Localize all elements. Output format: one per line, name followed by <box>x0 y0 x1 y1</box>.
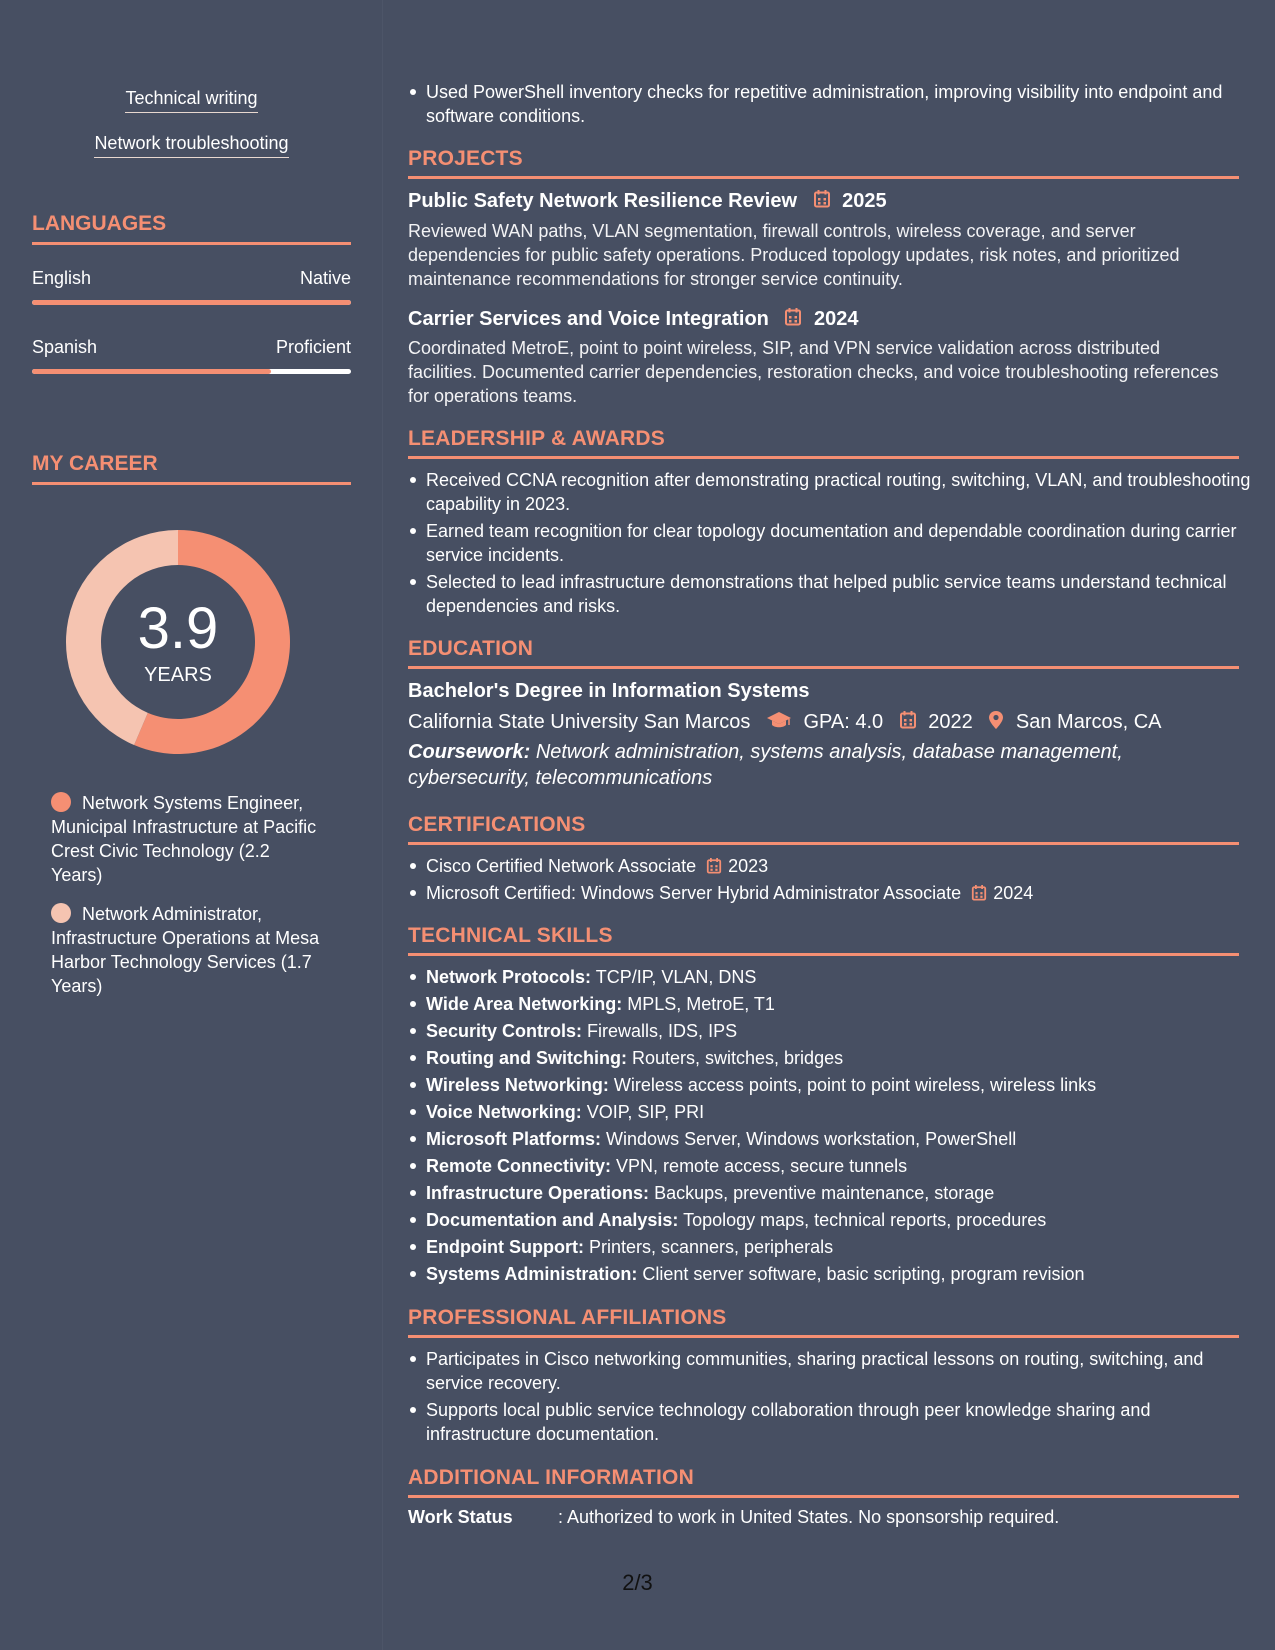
school-name: California State University San Marcos <box>408 711 751 733</box>
certification-item: Cisco Certified Network Associate 2023 <box>426 854 1257 878</box>
career-heading: MY CAREER <box>32 452 351 485</box>
list-item: Selected to lead infrastructure demonstrations that helped public service teams understand technical dependencies and risks. <box>426 570 1257 618</box>
work-status-label: Work Status <box>408 1507 513 1527</box>
degree-title: Bachelor's Degree in Information Systems <box>408 680 810 702</box>
skill-item: Security Controls: Firewalls, IDS, IPS <box>426 1019 1257 1046</box>
coursework <box>408 739 1223 791</box>
list-item: Received CCNA recognition after demonstrating practical routing, switching, VLAN, and troubleshooting capability in 2023. <box>426 468 1257 516</box>
affiliations-heading: PROFESSIONAL AFFILIATIONS <box>408 1306 1239 1338</box>
language-bar-fill <box>32 369 271 374</box>
calendar-icon <box>971 884 987 902</box>
legend-dot <box>51 903 71 923</box>
certification-item: Microsoft Certified: Windows Server Hybrid Administrator Associate 2024 <box>426 881 1257 905</box>
graduation-cap-icon <box>766 710 792 730</box>
language-bar-fill <box>32 300 351 305</box>
certification-year: 2024 <box>993 883 1034 903</box>
work-status-row <box>408 1507 1059 1528</box>
language-name: English <box>32 268 92 288</box>
education-details <box>408 710 1162 734</box>
list-item: Used PowerShell inventory checks for repetitive administration, improving visibility into endpoint and software conditions. <box>426 80 1257 128</box>
additional-info-heading: ADDITIONAL INFORMATION <box>408 1466 1239 1498</box>
legend-dot <box>51 792 71 812</box>
skill-item: Microsoft Platforms: Windows Server, Windows workstation, PowerShell <box>426 1127 1257 1154</box>
work-status-value: : Authorized to work in United States. No sponsorship required. <box>558 1507 1060 1527</box>
coursework-text: Network administration, systems analysis, database management, cybersecurity, telecommunications <box>408 741 1123 789</box>
graduation-year: 2022 <box>928 711 973 733</box>
affiliations-list <box>408 1347 1257 1449</box>
project-title: Public Safety Network Resilience Review 2025 <box>408 190 887 212</box>
skills-list <box>408 965 1257 1289</box>
language-bar <box>32 300 351 305</box>
languages-heading: LANGUAGES <box>32 212 351 245</box>
skill-item: Endpoint Support: Printers, scanners, peripherals <box>426 1235 1257 1262</box>
project-description: Reviewed WAN paths, VLAN segmentation, firewall controls, wireless coverage, and server dependencies for public safety operations. Produced topology updates, risk notes, and prioritized maintenance recommendations for stronger service continuity. <box>408 221 1180 289</box>
list-item: Supports local public service technology collaboration through peer knowledge sharing and infrastructure documentation. <box>426 1398 1257 1446</box>
skill-item: Remote Connectivity: VPN, remote access, secure tunnels <box>426 1154 1257 1181</box>
skill-item: Documentation and Analysis: Topology maps, technical reports, procedures <box>426 1208 1257 1235</box>
strength-item: Technical writing <box>32 88 351 113</box>
education-heading: EDUCATION <box>408 637 1239 669</box>
calendar-icon <box>706 857 722 875</box>
leadership-list <box>408 468 1257 621</box>
skill-item: Systems Administration: Client server software, basic scripting, program revision <box>426 1262 1257 1289</box>
project-title: Carrier Services and Voice Integration 2024 <box>408 308 859 330</box>
school-location: San Marcos, CA <box>1015 711 1162 733</box>
column-divider <box>382 0 383 1650</box>
project-year: 2025 <box>842 190 887 212</box>
language-level: Proficient <box>275 337 351 357</box>
skills-heading: TECHNICAL SKILLS <box>408 924 1239 956</box>
career-legend-item: Network Systems Engineer, Municipal Infrastructure at Pacific Crest Civic Technology (2.2 Years) <box>51 793 317 885</box>
skill-item: Routing and Switching: Routers, switches, bridges <box>426 1046 1257 1073</box>
language-row <box>32 337 351 358</box>
gpa: GPA: 4.0 <box>803 711 884 733</box>
skill-item: Network Protocols: TCP/IP, VLAN, DNS <box>426 965 1257 992</box>
career-unit: YEARS <box>144 664 212 686</box>
list-item: Participates in Cisco networking communities, sharing practical lessons on routing, switching, and service recovery. <box>426 1347 1257 1395</box>
list-item: Earned team recognition for clear topology documentation and dependable coordination during carrier service incidents. <box>426 519 1257 567</box>
language-row <box>32 268 351 289</box>
skill-item: Infrastructure Operations: Backups, preventive maintenance, storage <box>426 1181 1257 1208</box>
language-level: Native <box>299 268 351 288</box>
calendar-icon <box>899 710 917 730</box>
page-number: 2/3 <box>622 1570 653 1595</box>
career-legend-item: Network Administrator, Infrastructure Operations at Mesa Harbor Technology Services (1.7 Years) <box>51 904 320 996</box>
language-name: Spanish <box>32 337 98 357</box>
skill-item: Wireless Networking: Wireless access points, point to point wireless, wireless links <box>426 1073 1257 1100</box>
leadership-heading: LEADERSHIP & AWARDS <box>408 427 1239 459</box>
skill-item: Voice Networking: VOIP, SIP, PRI <box>426 1100 1257 1127</box>
project-description: Coordinated MetroE, point to point wireless, SIP, and VPN service validation across distributed facilities. Documented carrier dependencies, restoration checks, and voice troubleshooting references for operations teams. <box>408 338 1219 406</box>
certifications-heading: CERTIFICATIONS <box>408 813 1239 845</box>
calendar-icon <box>813 189 831 209</box>
coursework-label: Coursework: <box>408 741 531 763</box>
certifications-list <box>408 854 1257 908</box>
skill-item: Wide Area Networking: MPLS, MetroE, T1 <box>426 992 1257 1019</box>
location-pin-icon <box>988 710 1004 730</box>
projects-heading: PROJECTS <box>408 147 1239 179</box>
calendar-icon <box>784 307 802 327</box>
project-year: 2024 <box>814 308 859 330</box>
strength-item: Network troubleshooting <box>32 133 351 158</box>
career-donut <box>66 530 290 754</box>
certification-year: 2023 <box>728 856 769 876</box>
experience-bullets <box>408 80 1257 131</box>
language-bar <box>32 369 351 374</box>
career-total: 3.9 <box>137 596 219 661</box>
